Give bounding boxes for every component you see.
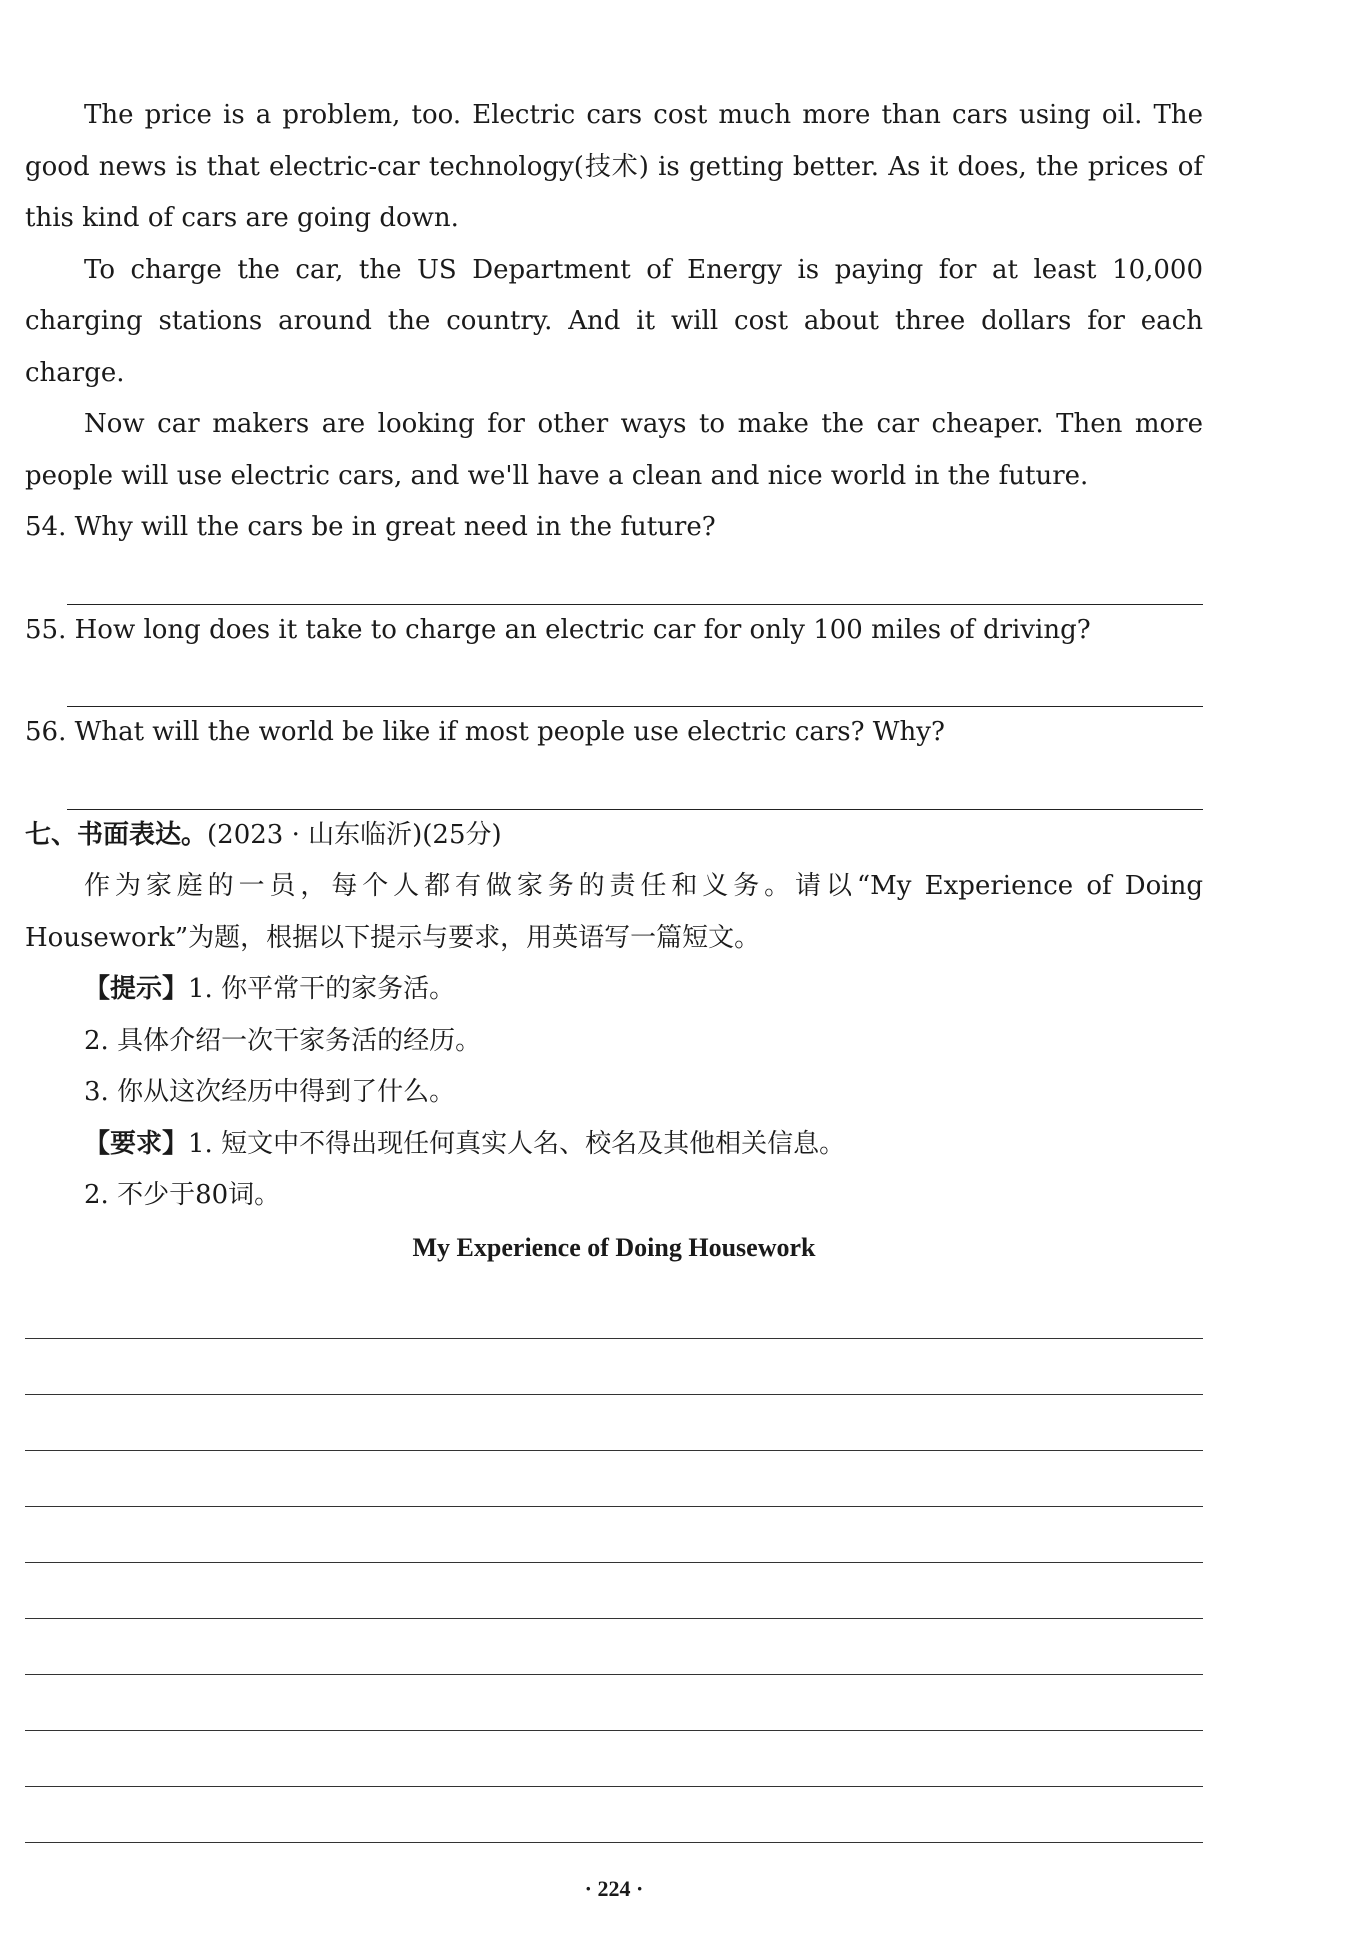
writing-line[interactable] — [25, 1507, 1203, 1563]
questions-block — [25, 502, 1203, 810]
requirements-label: 【要求】 — [84, 1128, 189, 1159]
writing-line[interactable] — [25, 1339, 1203, 1395]
tip-item: 1. 你平常干的家务活。 — [188, 974, 456, 1004]
question-55: 55. How long does it take to charge an electric car for only 100 miles of driving? — [25, 614, 1091, 645]
essay-title: My Experience of Doing Housework — [412, 1232, 816, 1262]
question-54: 54. Why will the cars be in great need in the future? — [25, 512, 716, 542]
writing-prompt: 作为家庭的一员，每个人都有做家务的责任和义务。请以“My Experience of Doing Housework”为题，根据以下提示与要求，用英语写一篇短文。 — [25, 871, 1203, 953]
passage-paragraph: The price is a problem, too. Electric cars cost much more than cars using oil. The good news is that electric-car technology(技术) is getting better. As it does, the prices of this kind of cars are going down. — [25, 100, 1203, 233]
writing-line[interactable] — [25, 1395, 1203, 1451]
section-heading — [25, 810, 1203, 862]
tip-item: 2. 具体介绍一次干家务活的经历。 — [84, 1025, 482, 1056]
writing-line[interactable] — [25, 1451, 1203, 1507]
requirement-item: 2. 不少于80词。 — [84, 1180, 281, 1210]
section-source: (2023 · 山东临沂)(25分) — [207, 819, 502, 850]
writing-line[interactable] — [25, 1787, 1203, 1843]
page-number: · 224 · — [584, 1876, 644, 1901]
page-content — [25, 90, 1203, 1843]
answer-line-54[interactable] — [67, 554, 1203, 605]
passage-paragraph: To charge the car, the US Department of Energy is paying for at least 10,000 charging stations around the country. And it will cost about three dollars for each charge. — [25, 254, 1203, 388]
writing-line[interactable] — [25, 1675, 1203, 1731]
passage-paragraph: Now car makers are looking for other ways to make the car cheaper. Then more people will use electric cars, and we'll have a clean and nice world in the future. — [25, 409, 1203, 491]
answer-line-55[interactable] — [67, 656, 1203, 707]
requirements-first — [25, 1119, 1203, 1171]
writing-section — [25, 810, 1203, 1844]
writing-line[interactable] — [25, 1731, 1203, 1787]
writing-line[interactable] — [25, 1563, 1203, 1619]
tips-label: 【提示】 — [84, 974, 189, 1004]
writing-area[interactable] — [25, 1283, 1203, 1843]
answer-line-56[interactable] — [67, 759, 1203, 810]
question-56: 56. What will the world be like if most people use electric cars? Why? — [25, 717, 945, 747]
reading-passage — [25, 90, 1203, 502]
tips-first — [25, 964, 1203, 1016]
tip-item: 3. 你从这次经历中得到了什么。 — [84, 1077, 456, 1107]
writing-line[interactable] — [25, 1283, 1203, 1339]
requirement-item: 1. 短文中不得出现任何真实人名、校名及其他相关信息。 — [188, 1128, 846, 1159]
writing-line[interactable] — [25, 1619, 1203, 1675]
section-number: 七、书面表达。 — [25, 819, 208, 850]
